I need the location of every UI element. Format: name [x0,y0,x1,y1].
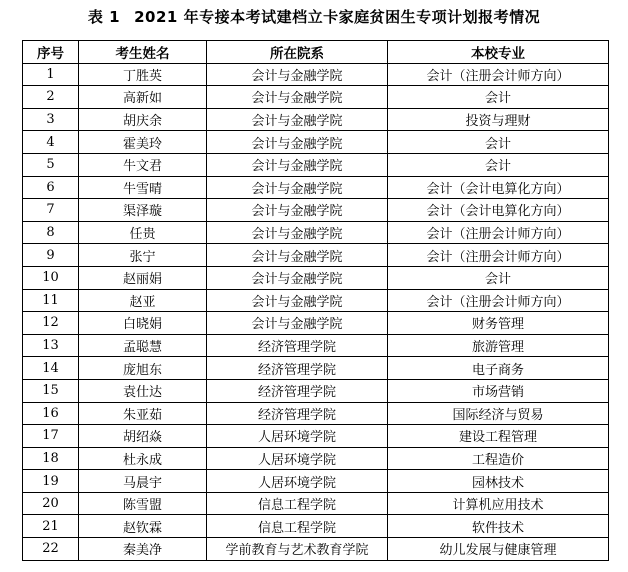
table-row [23,153,609,176]
cell-major: 市场营销 [388,379,609,402]
cell-name: 任贵 [79,221,207,244]
cell-college: 人居环境学院 [207,470,388,493]
cell-name: 牛雪晴 [79,176,207,199]
cell-number: 4 [23,131,79,154]
table-row [23,447,609,470]
header-row [23,41,609,64]
cell-college: 信息工程学院 [207,492,388,515]
cell-number: 6 [23,176,79,199]
cell-major: 会计（注册会计师方向） [388,289,609,312]
table-row [23,108,609,131]
cell-major: 投资与理财 [388,108,609,131]
table-row [23,63,609,86]
cell-college: 会计与金融学院 [207,244,388,267]
cell-number: 14 [23,357,79,380]
cell-major: 幼儿发展与健康管理 [388,538,609,561]
cell-number: 11 [23,289,79,312]
cell-major: 电子商务 [388,357,609,380]
cell-major: 计算机应用技术 [388,492,609,515]
cell-name: 陈雪盟 [79,492,207,515]
cell-college: 会计与金融学院 [207,289,388,312]
cell-college: 会计与金融学院 [207,221,388,244]
cell-major: 会计 [388,153,609,176]
cell-major: 会计（注册会计师方向） [388,221,609,244]
cell-college: 人居环境学院 [207,447,388,470]
cell-name: 赵亚 [79,289,207,312]
cell-college: 会计与金融学院 [207,108,388,131]
table-row [23,357,609,380]
cell-major: 建设工程管理 [388,425,609,448]
cell-college: 经济管理学院 [207,334,388,357]
cell-college: 人居环境学院 [207,425,388,448]
cell-number: 10 [23,266,79,289]
cell-major: 会计 [388,86,609,109]
cell-college: 会计与金融学院 [207,312,388,335]
cell-college: 会计与金融学院 [207,153,388,176]
cell-number: 12 [23,312,79,335]
table-caption: 2021 年专接本考试建档立卡家庭贫困生专项计划报考情况 [134,8,541,26]
cell-major: 会计（注册会计师方向） [388,63,609,86]
cell-college: 学前教育与艺术教育学院 [207,538,388,561]
header-name: 考生姓名 [79,41,207,64]
cell-college: 会计与金融学院 [207,86,388,109]
header-major: 本校专业 [388,41,609,64]
cell-number: 1 [23,63,79,86]
cell-name: 秦美净 [79,538,207,561]
table-row [23,538,609,561]
cell-name: 霍美玲 [79,131,207,154]
cell-college: 经济管理学院 [207,402,388,425]
cell-name: 白晓娟 [79,312,207,335]
cell-name: 马晨宇 [79,470,207,493]
cell-number: 21 [23,515,79,538]
table-row [23,492,609,515]
cell-college: 会计与金融学院 [207,266,388,289]
table-row [23,131,609,154]
table-row [23,402,609,425]
table-row [23,470,609,493]
applicant-table [22,40,609,561]
cell-major: 会计 [388,266,609,289]
cell-name: 张宁 [79,244,207,267]
cell-major: 国际经济与贸易 [388,402,609,425]
table-row [23,176,609,199]
cell-number: 19 [23,470,79,493]
cell-name: 庞旭东 [79,357,207,380]
cell-number: 3 [23,108,79,131]
cell-name: 赵丽娟 [79,266,207,289]
cell-name: 杜永成 [79,447,207,470]
cell-college: 会计与金融学院 [207,131,388,154]
table-row [23,515,609,538]
cell-major: 会计（注册会计师方向） [388,244,609,267]
cell-name: 胡庆余 [79,108,207,131]
table-row [23,334,609,357]
table-row [23,425,609,448]
cell-name: 赵钦霖 [79,515,207,538]
cell-name: 朱亚茹 [79,402,207,425]
cell-name: 牛文君 [79,153,207,176]
cell-number: 17 [23,425,79,448]
table-number: 表 1 [87,8,121,26]
table-row [23,379,609,402]
cell-college: 经济管理学院 [207,379,388,402]
table-row [23,221,609,244]
cell-number: 22 [23,538,79,561]
cell-number: 20 [23,492,79,515]
cell-college: 信息工程学院 [207,515,388,538]
header-number: 序号 [23,41,79,64]
cell-major: 会计（会计电算化方向） [388,199,609,222]
cell-college: 会计与金融学院 [207,63,388,86]
cell-college: 会计与金融学院 [207,199,388,222]
cell-name: 孟聪慧 [79,334,207,357]
table-row [23,199,609,222]
table-row [23,289,609,312]
cell-major: 软件技术 [388,515,609,538]
cell-major: 旅游管理 [388,334,609,357]
table-body [23,63,609,560]
cell-name: 渠泽璇 [79,199,207,222]
cell-name: 丁胜英 [79,63,207,86]
header-college: 所在院系 [207,41,388,64]
cell-number: 18 [23,447,79,470]
cell-number: 13 [23,334,79,357]
cell-major: 会计 [388,131,609,154]
cell-number: 7 [23,199,79,222]
table-row [23,312,609,335]
cell-number: 9 [23,244,79,267]
cell-major: 工程造价 [388,447,609,470]
cell-college: 经济管理学院 [207,357,388,380]
cell-college: 会计与金融学院 [207,176,388,199]
cell-major: 财务管理 [388,312,609,335]
cell-number: 5 [23,153,79,176]
cell-name: 高新如 [79,86,207,109]
cell-major: 园林技术 [388,470,609,493]
cell-number: 16 [23,402,79,425]
table-title [0,6,628,27]
cell-name: 袁仕达 [79,379,207,402]
cell-name: 胡绍焱 [79,425,207,448]
table-row [23,266,609,289]
cell-number: 2 [23,86,79,109]
cell-number: 15 [23,379,79,402]
cell-number: 8 [23,221,79,244]
table-row [23,86,609,109]
cell-major: 会计（会计电算化方向） [388,176,609,199]
table-row [23,244,609,267]
